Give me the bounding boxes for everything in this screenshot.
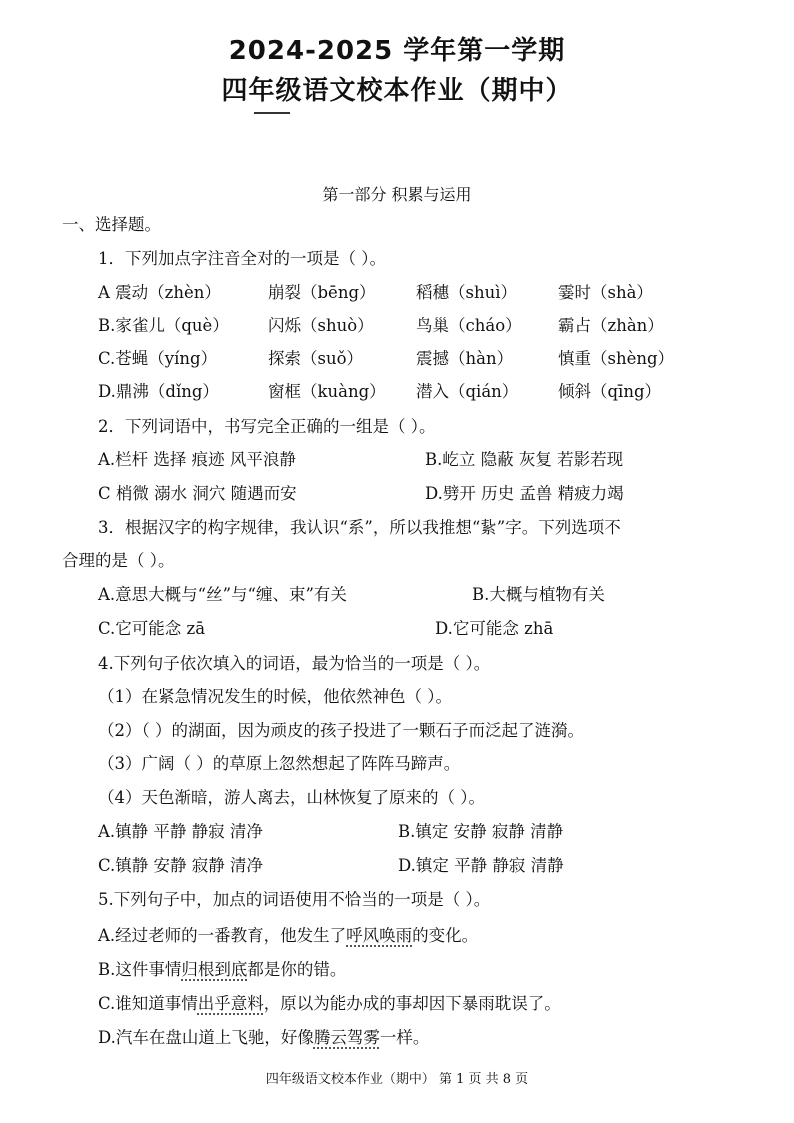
q4-sentence-3: （3）广阔（ ）的草原上忽然想起了阵阵马蹄声。 bbox=[98, 754, 461, 773]
q1-option-c-1: C.苍蝇（yíng） bbox=[98, 349, 218, 368]
q4-option-b: B.镇定 安静 寂静 清静 bbox=[398, 822, 564, 841]
q5-option-d-dotted: 腾云驾雾 bbox=[313, 1028, 380, 1047]
q5-option-a-dotted: 呼风唤雨 bbox=[346, 926, 413, 945]
q3-stem-line1: 3．根据汉字的构字规律，我认识“系”，所以我推想“紥”字。下列选项不 bbox=[98, 518, 621, 537]
q1-option-b-1: B.家雀儿（què） bbox=[98, 316, 229, 335]
title-underline bbox=[254, 112, 290, 114]
q5-option-d-post: 一样。 bbox=[379, 1028, 430, 1047]
page-footer: 四年级语文校本作业（期中） 第 1 页 共 8 页 bbox=[265, 1072, 529, 1087]
q5-option-c-dotted: 出乎意料 bbox=[197, 994, 264, 1013]
q1-option-a-1: A 震动（zhèn） bbox=[98, 283, 221, 302]
section-title: 第一部分 积累与运用 bbox=[322, 185, 472, 204]
q3-option-c: C.它可能念 zā bbox=[98, 619, 206, 638]
page-title-line2: 四年级语文校本作业（期中） bbox=[221, 76, 573, 106]
q5-option-b-pre: B.这件事情 bbox=[98, 960, 182, 979]
q5-option-a bbox=[98, 925, 478, 947]
q4-sentence-2: （2）（ ）的湖面，因为顽皮的孩子投进了一颗石子而泛起了涟漪。 bbox=[98, 721, 584, 740]
q5-option-b bbox=[98, 959, 346, 981]
q5-option-d-pre: D.汽车在盘山道上飞驰，好像 bbox=[98, 1028, 314, 1047]
q5-option-a-pre: A.经过老师的一番教育，他发生了 bbox=[98, 926, 347, 945]
q5-option-b-dotted: 归根到底 bbox=[181, 960, 248, 979]
q3-option-a: A.意思大概与“丝”与“缠、束”有关 bbox=[98, 585, 347, 604]
q5-option-a-post: 的变化。 bbox=[412, 926, 479, 945]
q1-option-a-4: 霎时（shà） bbox=[558, 283, 653, 302]
q4-option-c: C.镇静 安静 寂静 清净 bbox=[98, 856, 264, 875]
q1-option-b-4: 霸占（zhàn） bbox=[558, 316, 664, 335]
q3-option-b: B.大概与植物有关 bbox=[472, 585, 605, 604]
q2-option-b: B.屹立 隐蔽 灰复 若影若现 bbox=[425, 450, 624, 469]
q2-option-d: D.劈开 历史 孟兽 精疲力竭 bbox=[425, 484, 624, 503]
q4-option-a: A.镇静 平静 静寂 清净 bbox=[98, 822, 263, 841]
q5-option-c bbox=[98, 993, 561, 1015]
q3-option-d: D.它可能念 zhā bbox=[435, 619, 554, 638]
q1-option-b-2: 闪烁（shuò） bbox=[268, 316, 374, 335]
q5-option-d bbox=[98, 1027, 429, 1049]
q4-option-d: D.镇定 平静 静寂 清静 bbox=[398, 856, 564, 875]
q1-option-c-4: 慎重（shèng） bbox=[558, 349, 675, 368]
q2-stem: 2．下列词语中，书写完全正确的一组是（ ）。 bbox=[98, 417, 436, 436]
q1-option-d-2: 窗框（kuàng） bbox=[268, 382, 386, 401]
q5-option-c-post: ，原以为能办成的事却因下暴雨耽误了。 bbox=[263, 994, 561, 1013]
q1-option-d-4: 倾斜（qīng） bbox=[558, 382, 662, 401]
q1-option-c-2: 探索（suǒ） bbox=[268, 349, 364, 368]
q1-option-c-3: 震撼（hàn） bbox=[416, 349, 514, 368]
q1-option-a-3: 稻穗（shuì） bbox=[416, 283, 517, 302]
q5-stem: 5.下列句子中，加点的词语使用不恰当的一项是（ ）。 bbox=[98, 890, 491, 909]
q4-stem: 4.下列句子依次填入的词语，最为恰当的一项是（ ）。 bbox=[98, 654, 491, 673]
q4-sentence-1: （1）在紧急情况发生的时候，他依然神色（ ）。 bbox=[98, 687, 452, 706]
q1-option-a-2: 崩裂（bēng） bbox=[268, 283, 376, 302]
q1-stem: 1．下列加点字注音全对的一项是（ ）。 bbox=[98, 249, 386, 268]
page-title-line1: 2024-2025 学年第一学期 bbox=[228, 36, 566, 66]
q5-option-c-pre: C.谁知道事情 bbox=[98, 994, 198, 1013]
part-heading: 一、选择题。 bbox=[62, 215, 161, 234]
q4-sentence-4: （4）天色渐暗，游人离去，山林恢复了原来的（ ）。 bbox=[98, 788, 485, 807]
q3-stem-line2: 合理的是（ ）。 bbox=[62, 551, 175, 570]
q1-option-b-3: 鸟巢（cháo） bbox=[416, 316, 522, 335]
q1-option-d-3: 潜入（qián） bbox=[416, 382, 519, 401]
q2-option-a: A.栏杆 选择 痕迹 风平浪静 bbox=[98, 450, 296, 469]
q2-option-c: C 梢微 溺水 洞穴 随遇而安 bbox=[98, 484, 297, 503]
q5-option-b-post: 都是你的错。 bbox=[247, 960, 347, 979]
q1-option-d-1: D.鼎沸（dǐng） bbox=[98, 382, 219, 401]
